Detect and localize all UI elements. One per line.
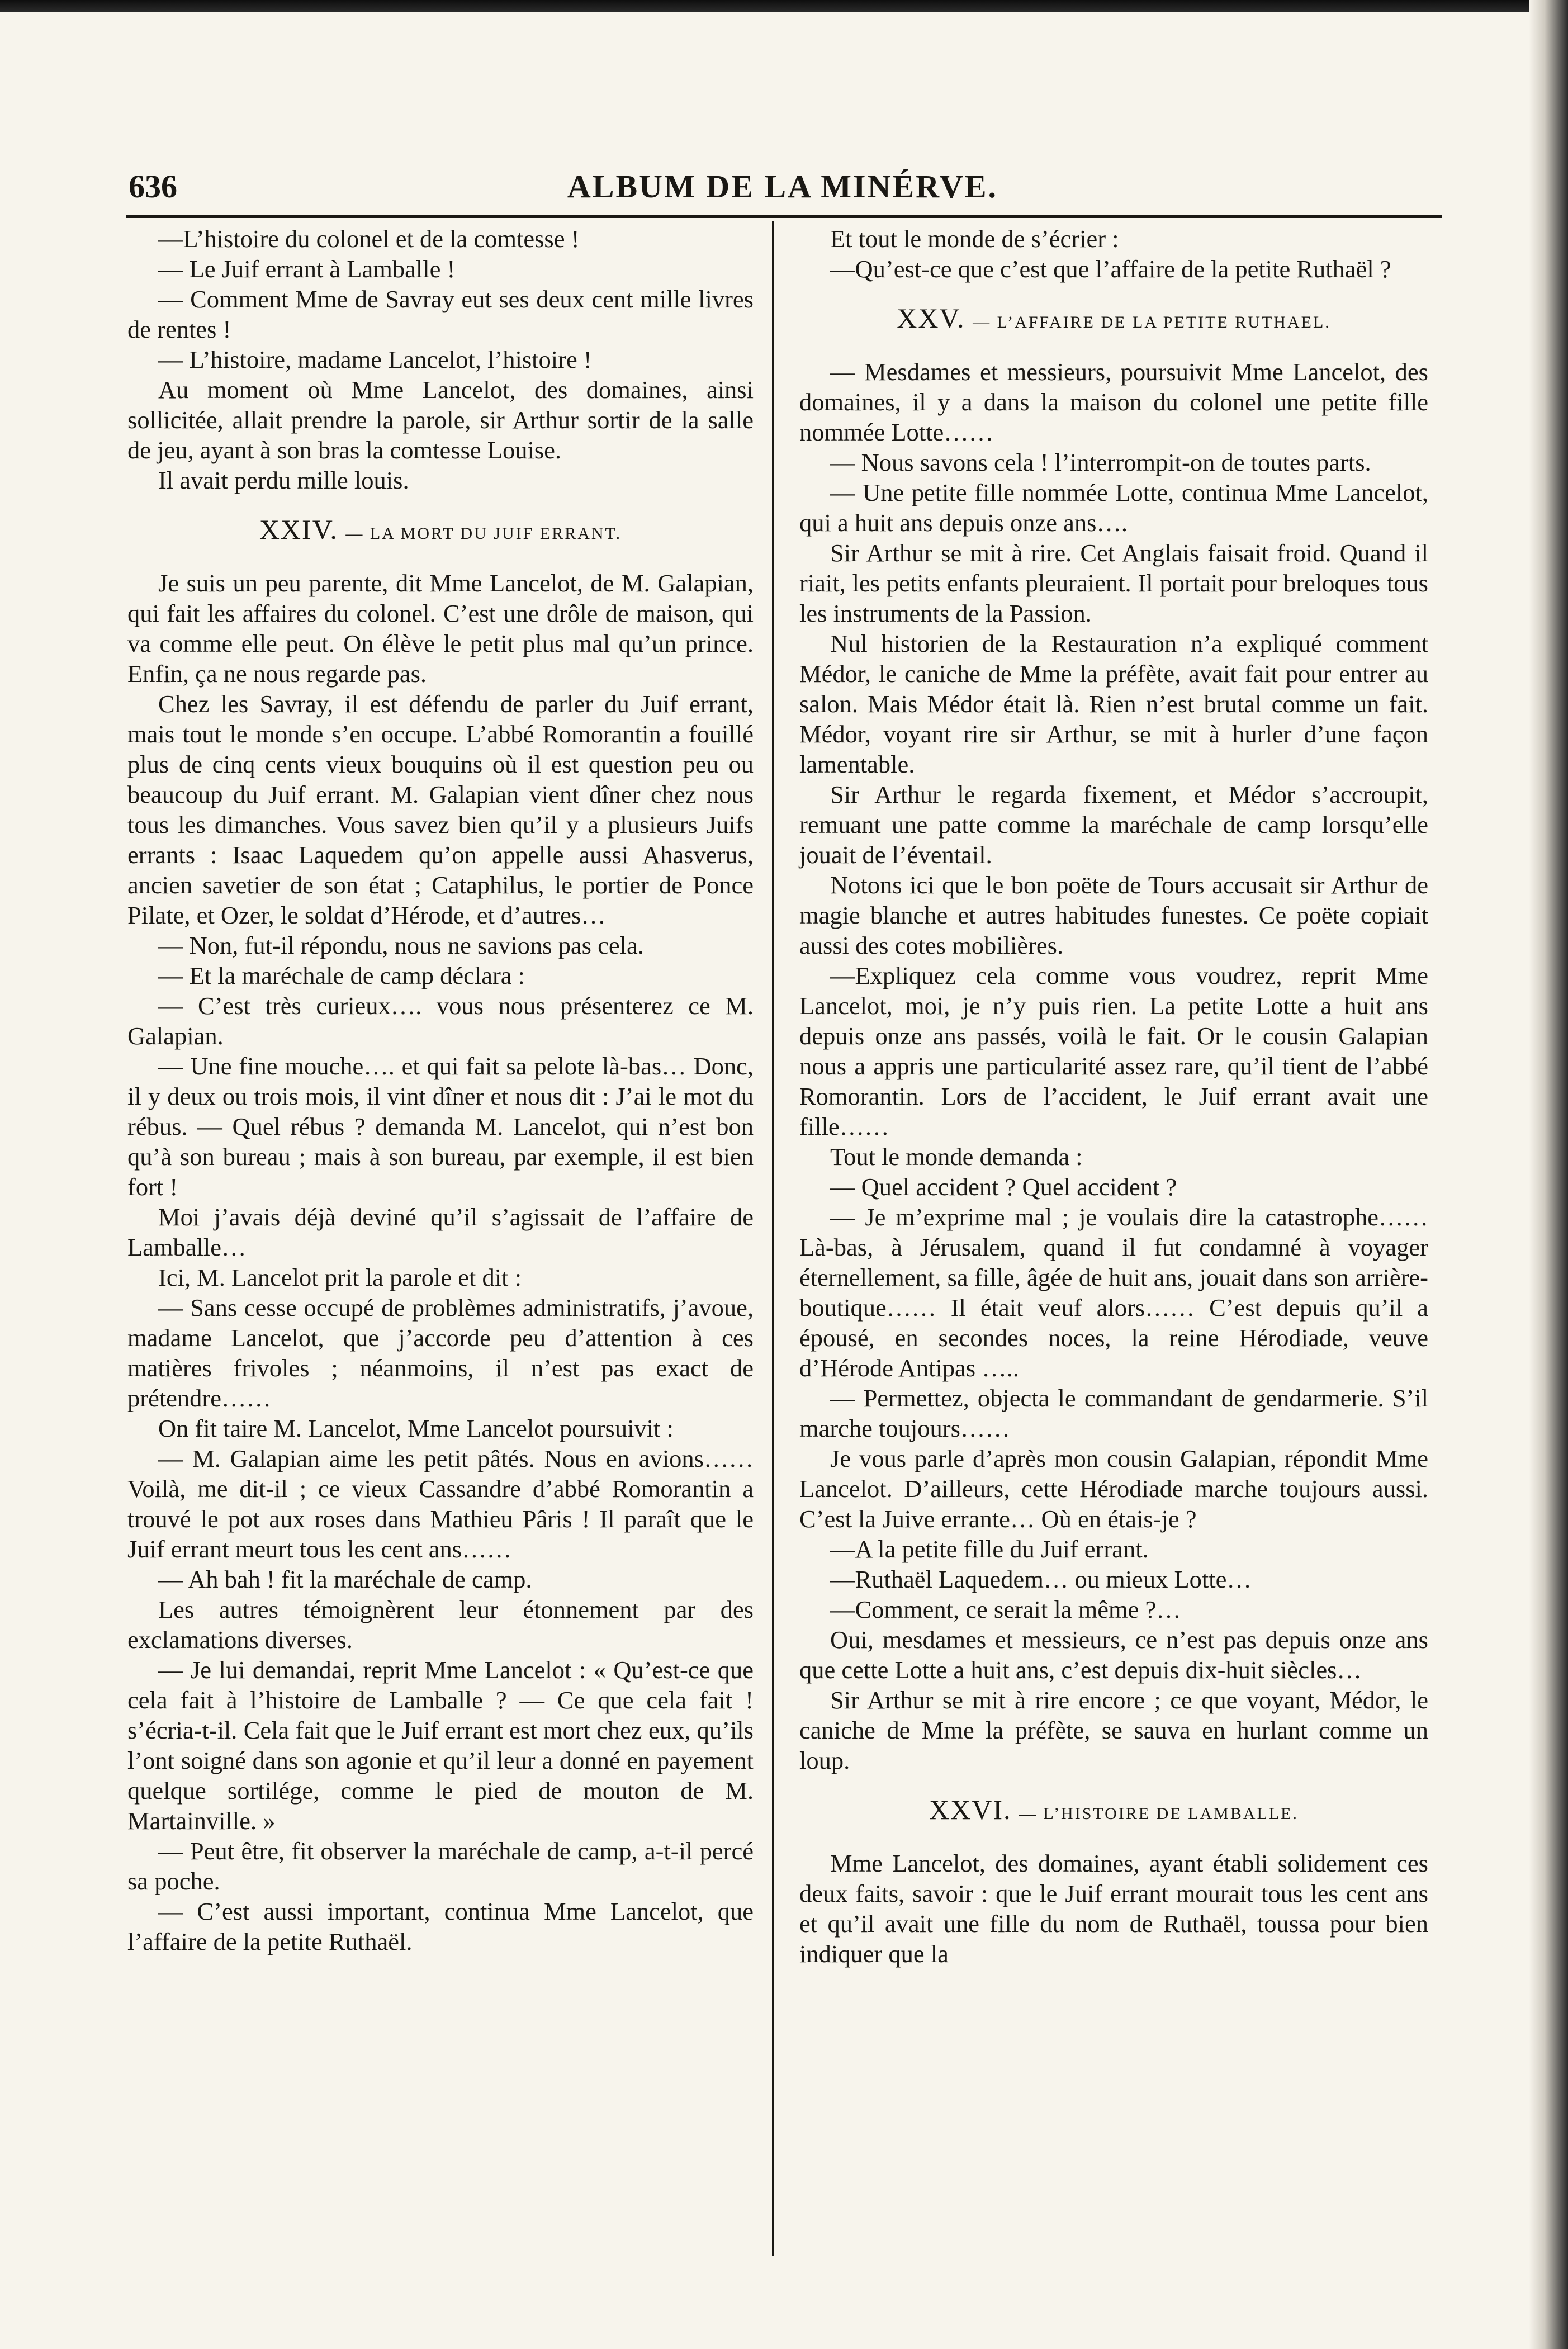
paragraph: — Nous savons cela ! l’interrompit-on de toutes parts. [830, 448, 1371, 476]
left-column [127, 224, 754, 1957]
paragraph: On fit taire M. Lancelot, Mme Lancelot poursuivit : [158, 1414, 674, 1442]
paragraph: — Je m’exprime mal ; je voulais dire la catastrophe…… Là-bas, à Jérusalem, quand il fut condamné à voyager éternellement, sa fille, âgée de huit ans, jouait dans son arrière-boutique…… Il était veuf alors…… C’est depuis qu’il a épousé, en secondes noces, la reine Hérodiade, veuve d’Hérode Antipas ….. [799, 1203, 1428, 1382]
paragraph: — Une petite fille nommée Lotte, continua Mme Lancelot, qui a huit ans depuis onze ans…. [799, 479, 1428, 537]
paragraph: — M. Galapian aime les petit pâtés. Nous en avions…… Voilà, me dit-il ; ce vieux Cassandre d’abbé Romorantin a trouvé le pot aux roses dans Mathieu Pâris ! Il paraît que le Juif errant meurt tous les cent ans…… [127, 1445, 754, 1563]
paragraph: —A la petite fille du Juif errant. [830, 1535, 1149, 1563]
right-column [799, 224, 1428, 1969]
section-title-text: L’HISTOIRE DE LAMBALLE. [1043, 1805, 1299, 1823]
paragraph: — Sans cesse occupé de problèmes administratifs, j’avoue, madame Lancelot, que j’accorde peu d’attention à ces matières frivoles ; néanmoins, il n’est pas exact de prétendre…… [127, 1294, 754, 1412]
paragraph: — Comment Mme de Savray eut ses deux cent mille livres de rentes ! [127, 285, 754, 343]
paragraph: Nul historien de la Restauration n’a expliqué comment Médor, le caniche de Mme la préfète, avait fait pour entrer au salon. Mais Médor était là. Rien n’est brutal comme un fait. Médor, voyant rire sir Arthur, se mit à hurler d’une façon lamentable. [799, 629, 1428, 778]
paragraph: — Une fine mouche…. et qui fait sa pelote là-bas… Donc, il y deux ou trois mois, il vint dîner et nous dit : J’ai le mot du rébus. — Quel rébus ? demanda M. Lancelot, qui n’est bon qu’à son bureau ; mais à son bureau, par exemple, il est bien fort ! [127, 1052, 754, 1201]
section-number: XXIV. [259, 514, 338, 545]
paragraph: — L’histoire, madame Lancelot, l’histoire ! [158, 345, 592, 373]
section-heading-xxiv [127, 514, 754, 549]
section-title: — L’AFFAIRE DE LA PETITE RUTHAEL. [973, 313, 1331, 331]
paragraph: Sir Arthur se mit à rire encore ; ce que voyant, Médor, le caniche de Mme la préfète, se sauva en hurlant comme un loup. [799, 1686, 1428, 1774]
column-divider [772, 221, 774, 2256]
page-header [123, 162, 1442, 212]
page-number: 636 [129, 168, 177, 205]
paragraph: Ici, M. Lancelot prit la parole et dit : [158, 1263, 522, 1291]
section-number: XXV. [897, 302, 965, 334]
paragraph: — Ah bah ! fit la maréchale de camp. [158, 1565, 532, 1593]
paragraph: Je vous parle d’après mon cousin Galapian, répondit Mme Lancelot. D’ailleurs, cette Hérodiade marche toujours aussi. C’est la Juive errante… Où en étais-je ? [799, 1445, 1428, 1533]
section-number: XXVI. [929, 1794, 1012, 1825]
paragraph: Au moment où Mme Lancelot, des domaines, ainsi sollicitée, allait prendre la parole, sir Arthur sortir de la salle de jeu, ayant à son bras la comtesse Louise. [127, 376, 754, 464]
paragraph: Sir Arthur le regarda fixement, et Médor s’accroupit, remuant une patte comme la maréchale de camp lorsqu’elle jouait de l’éventail. [799, 780, 1428, 869]
paragraph: Moi j’avais déjà deviné qu’il s’agissait de l’affaire de Lamballe… [127, 1203, 754, 1261]
paragraph: — Peut être, fit observer la maréchale de camp, a-t-il percé sa poche. [127, 1837, 754, 1895]
paragraph: Et tout le monde de s’écrier : [830, 225, 1119, 253]
paragraph: —Ruthaël Laquedem… ou mieux Lotte… [830, 1565, 1252, 1593]
paragraph: — Permettez, objecta le commandant de gendarmerie. S’il marche toujours…… [799, 1384, 1428, 1442]
paragraph: — Non, fut-il répondu, nous ne savions pas cela. [158, 931, 644, 959]
section-heading-xxvi [799, 1794, 1428, 1829]
paragraph: Notons ici que le bon poëte de Tours accusait sir Arthur de magie blanche et autres habitudes funestes. Ce poëte copiait aussi des cotes mobilières. [799, 871, 1428, 959]
section-title: — L’HISTOIRE DE LAMBALLE. [1019, 1805, 1299, 1823]
section-title-text: L’AFFAIRE DE LA PETITE RUTHAEL. [997, 313, 1331, 331]
paragraph: Sir Arthur se mit à rire. Cet Anglais faisait froid. Quand il riait, les petits enfants pleuraient. Il portait pour breloques tous les instruments de la Passion. [799, 539, 1428, 627]
paragraph: Je suis un peu parente, dit Mme Lancelot, de M. Galapian, qui fait les affaires du colonel. C’est une drôle de maison, qui va comme elle peut. On élève le petit plus mal qu’un prince. Enfin, ça ne nous regarde pas. [127, 569, 754, 688]
paragraph: —L’histoire du colonel et de la comtesse ! [158, 225, 580, 253]
section-title-text: LA MORT DU JUIF ERRANT. [370, 524, 622, 543]
paragraph: — Quel accident ? Quel accident ? [830, 1173, 1177, 1201]
paragraph: Oui, mesdames et messieurs, ce n’est pas depuis onze ans que cette Lotte a huit ans, c’est depuis dix-huit siècles… [799, 1626, 1428, 1684]
scan-right-edge [1529, 0, 1568, 2349]
section-title: — LA MORT DU JUIF ERRANT. [345, 524, 622, 543]
running-title: ALBUM DE LA MINÉRVE. [567, 168, 998, 205]
paragraph: — Je lui demandai, reprit Mme Lancelot : « Qu’est-ce que cela fait à l’histoire de Lamballe ? — Ce que cela fait ! s’écria-t-il. Cela fait que le Juif errant est mort chez eux, qu’ils l’ont soigné dans son agonie et qu’il leur a donné en payement quelque sortilége, comme le pied de mouton de M. Martainville. » [127, 1656, 754, 1835]
paragraph: — Et la maréchale de camp déclara : [158, 962, 525, 989]
paragraph: —Comment, ce serait la même ?… [830, 1595, 1181, 1623]
paragraph: Tout le monde demanda : [830, 1143, 1083, 1171]
paragraph: Il avait perdu mille louis. [158, 466, 409, 494]
paragraph: Chez les Savray, il est défendu de parler du Juif errant, mais tout le monde s’en occupe. L’abbé Romorantin a fouillé plus de cinq cents vieux bouquins où il est question peu ou beaucoup du Juif errant. M. Galapian vient dîner chez nous tous les dimanches. Vous savez bien qu’il y a plusieurs Juifs errants : Isaac Laquedem qu’on appelle aussi Ahasverus, ancien savetier de son état ; Cataphilus, le portier de Ponce Pilate, et Ozer, le soldat d’Hérode, et d’autres… [127, 690, 754, 929]
paragraph: Mme Lancelot, des domaines, ayant établi solidement ces deux faits, savoir : que le Juif errant mourait tous les cent ans et qu’il avait une fille du nom de Ruthaël, toussa pour bien indiquer que la [799, 1849, 1428, 1968]
paragraph: Les autres témoignèrent leur étonnement par des exclamations diverses. [127, 1595, 754, 1654]
header-rule [126, 215, 1442, 218]
paragraph: — Le Juif errant à Lamballe ! [158, 255, 456, 283]
paragraph: — C’est aussi important, continua Mme Lancelot, que l’affaire de la petite Ruthaël. [127, 1897, 754, 1955]
paragraph: — Mesdames et messieurs, poursuivit Mme Lancelot, des domaines, il y a dans la maison du colonel une petite fille nommée Lotte…… [799, 358, 1428, 446]
paragraph: — C’est très curieux…. vous nous présenterez ce M. Galapian. [127, 992, 754, 1050]
paragraph: —Qu’est-ce que c’est que l’affaire de la petite Ruthaël ? [830, 255, 1391, 283]
section-heading-xxv [799, 303, 1428, 338]
scan-top-edge [0, 0, 1568, 12]
paragraph: —Expliquez cela comme vous voudrez, reprit Mme Lancelot, moi, je n’y puis rien. La petite Lotte a huit ans depuis onze ans passés, voilà le fait. Or le cousin Galapian nous a appris une particularité assez rare, qu’il tient de l’abbé Romorantin. Lors de l’accident, le Juif errant avait une fille…… [799, 962, 1428, 1140]
